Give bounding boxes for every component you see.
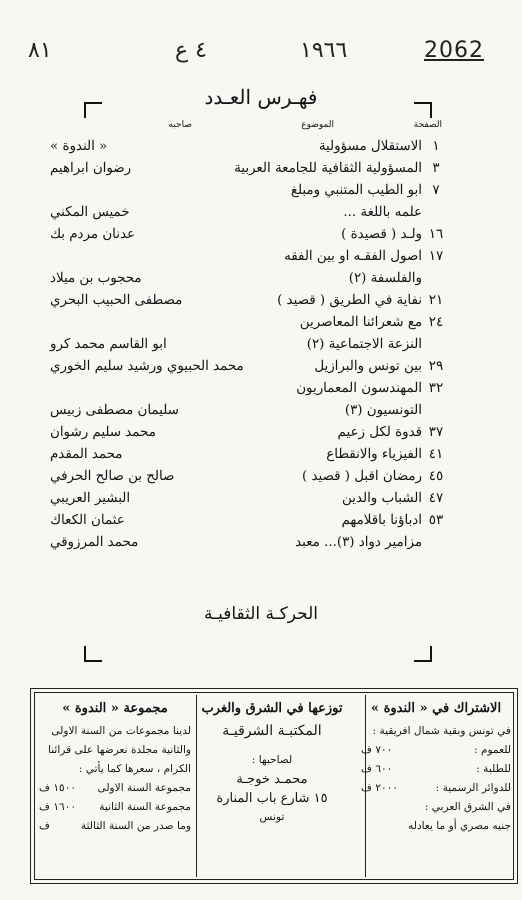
entry-author: ابو القاسم محمد كرو bbox=[50, 337, 167, 352]
section-heading-cultural-movement: الحركـة الثقافيـة bbox=[203, 604, 318, 624]
entry-author: محمد المقدم bbox=[50, 447, 123, 462]
subscription-price-label: للعموم : bbox=[474, 744, 511, 756]
entry-page-number: ١٧ bbox=[428, 249, 444, 264]
index-title: فهـرس العـدد bbox=[204, 85, 318, 109]
entry-author: سليمان مصطفى زبيس bbox=[50, 403, 179, 418]
index-entry bbox=[50, 400, 446, 422]
entry-topic: الاستقلال مسؤولية bbox=[318, 139, 422, 154]
entry-author: خميس المكني bbox=[50, 205, 130, 220]
entry-topic: ادباؤنا باقلامهم bbox=[341, 513, 422, 528]
index-entry bbox=[50, 444, 446, 466]
handwritten-code: ٨١ bbox=[28, 38, 52, 63]
entry-topic: بين تونس والبرازيل bbox=[314, 359, 422, 374]
distributor-name: المكتبـة الشرقيـة bbox=[222, 723, 322, 739]
entry-author: البشير العريبي bbox=[50, 491, 131, 506]
entry-author: صالح بن صالح الحرفي bbox=[50, 469, 175, 484]
subscription-price-value: ٧٠٠ ف bbox=[361, 744, 393, 756]
entry-page-number: ٢١ bbox=[428, 293, 444, 308]
entry-topic: النزعة الاجتماعية (٢) bbox=[306, 337, 422, 352]
entry-topic: قدوة لكل زعيم bbox=[337, 425, 422, 440]
collection-price-value: ف bbox=[39, 820, 50, 832]
collection-text-line: الكرام ، سعرها كما يأتي : bbox=[78, 763, 191, 775]
address: ١٥ شارع باب المنارة bbox=[216, 791, 328, 806]
index-entry bbox=[50, 466, 446, 488]
subscription-prices bbox=[361, 741, 511, 798]
subscription-region-2: في الشرق العربي : bbox=[424, 801, 511, 813]
entry-page-number: ٣٢ bbox=[428, 381, 444, 396]
entry-page-number: ٤٧ bbox=[428, 491, 444, 506]
subscription-price-label: للطلبة : bbox=[476, 763, 511, 775]
collection-price-value: ١٦٠٠ ف bbox=[39, 801, 77, 813]
col-header-page: الصفحة bbox=[413, 120, 442, 130]
entry-topic: اصول الفقـه او بين الفقه bbox=[284, 249, 422, 264]
index-entry bbox=[50, 158, 446, 180]
entry-topic: الفيزياء والانقطاع bbox=[326, 447, 422, 462]
index-column-headers bbox=[82, 120, 442, 134]
subscription-price-label: للدوائر الرسمية : bbox=[435, 782, 511, 794]
handwritten-issue: ٤ ع bbox=[175, 38, 207, 63]
entry-topic: نفاية في الطريق ( قصيد ) bbox=[277, 293, 422, 308]
subscription-price-row bbox=[361, 779, 511, 798]
frame-corner bbox=[414, 102, 432, 118]
index-entry bbox=[50, 510, 446, 532]
collection-text bbox=[39, 722, 191, 779]
subscription-region-2-price: جنيه مصري أو ما يعادله bbox=[408, 820, 511, 832]
index-entry bbox=[50, 224, 446, 246]
collection-text-line: والثانية مجلدة نعرضها على قرائنا bbox=[47, 744, 191, 756]
entry-author: رضوان ابراهيم bbox=[50, 161, 132, 176]
frame-corner bbox=[84, 646, 102, 662]
index-entry bbox=[50, 532, 446, 554]
handwritten-number-2062: 2062 bbox=[424, 38, 484, 63]
collection-title: مجموعة « الندوة » bbox=[62, 701, 168, 716]
subscription-price-row bbox=[361, 741, 511, 760]
index-entry bbox=[50, 488, 446, 510]
entry-topic: الشباب والدين bbox=[342, 491, 422, 506]
entry-author: عثمان الكعاك bbox=[50, 513, 125, 528]
entry-topic: التونسيون (٣) bbox=[344, 403, 422, 418]
entry-author: محجوب بن ميلاد bbox=[50, 271, 142, 286]
entry-topic: والفلسفة (٢) bbox=[348, 271, 422, 286]
handwritten-year: ١٩٦٦ bbox=[300, 38, 348, 63]
col-header-topic: الموضوع bbox=[301, 120, 334, 130]
subscription-price-row bbox=[361, 760, 511, 779]
entry-page-number: ٢٩ bbox=[428, 359, 444, 374]
index-entry bbox=[50, 246, 446, 268]
index-entry bbox=[50, 378, 446, 400]
collection-price-row bbox=[39, 817, 191, 836]
entry-page-number: ٤٥ bbox=[428, 469, 444, 484]
entry-topic: ابو الطيب المتنبي ومبلغ bbox=[290, 183, 422, 198]
index-entry bbox=[50, 180, 446, 202]
subscription-region-1: في تونس وبقية شمال افريقية : bbox=[372, 725, 511, 737]
subscription-price-value: ٢٠٠٠ ف bbox=[361, 782, 399, 794]
entry-author: « الندوة » bbox=[50, 139, 108, 154]
collection-prices bbox=[39, 779, 191, 836]
col-header-author: صاحبه bbox=[168, 120, 192, 130]
collection-price-label: وما صدر من السنة الثالثة bbox=[80, 820, 191, 832]
entry-page-number: ٧ bbox=[432, 183, 440, 198]
index-entry bbox=[50, 290, 446, 312]
index-entry bbox=[50, 268, 446, 290]
entry-page-number: ٥٣ bbox=[428, 513, 444, 528]
index-entry bbox=[50, 422, 446, 444]
entry-topic: ولـد ( قصيدة ) bbox=[341, 227, 422, 242]
distribution-column bbox=[195, 699, 349, 827]
entry-topic: علمه باللغة ... bbox=[343, 205, 422, 220]
entry-author: عدنان مردم بك bbox=[50, 227, 135, 242]
entry-author: محمد الحبيوي ورشيد سليم الخوري bbox=[50, 359, 244, 374]
entry-page-number: ٣٧ bbox=[428, 425, 444, 440]
entry-page-number: ٢٤ bbox=[428, 315, 444, 330]
entry-page-number: ٣ bbox=[432, 161, 440, 176]
entry-topic: المسؤولية الثقافية للجامعة العربية bbox=[234, 161, 422, 176]
collection-price-label: مجموعة السنة الثانية bbox=[99, 801, 191, 813]
owner-name: محمـد خوجـة bbox=[236, 772, 308, 787]
entry-author: مصطفى الحبيب البحري bbox=[50, 293, 183, 308]
index-entry bbox=[50, 202, 446, 224]
distribution-title: توزعها في الشرق والغرب bbox=[201, 701, 343, 716]
city: تونس bbox=[259, 811, 285, 823]
collection-price-label: مجموعة السنة الاولى bbox=[97, 782, 191, 794]
entry-author: محمد المرزوقي bbox=[50, 535, 139, 550]
collection-price-value: ١٥٠٠ ف bbox=[39, 782, 77, 794]
entry-topic: رمضان اقبل ( قصيد ) bbox=[301, 469, 422, 484]
index-entry bbox=[50, 136, 446, 158]
frame-corner bbox=[84, 102, 102, 118]
info-box bbox=[30, 688, 518, 884]
index-entry bbox=[50, 334, 446, 356]
owner-label: لصاحبها : bbox=[251, 754, 293, 766]
collection-text-line: لدينا مجموعات من السنة الاولى bbox=[51, 725, 191, 737]
entry-topic: مزامير دواد (٣)... معبد bbox=[295, 535, 422, 550]
index-list bbox=[50, 136, 446, 554]
index-entry bbox=[50, 356, 446, 378]
index-entry bbox=[50, 312, 446, 334]
entry-page-number: ٤١ bbox=[428, 447, 444, 462]
entry-topic: مع شعرائنا المعاصرين bbox=[299, 315, 422, 330]
collection-column bbox=[39, 699, 191, 836]
subscription-column bbox=[361, 699, 511, 836]
collection-price-row bbox=[39, 779, 191, 798]
entry-page-number: ١٦ bbox=[428, 227, 444, 242]
subscription-title: الاشتراك في « الندوة » bbox=[370, 701, 502, 716]
collection-price-row bbox=[39, 798, 191, 817]
entry-page-number: ١ bbox=[432, 139, 440, 154]
subscription-price-value: ٦٠٠ ف bbox=[361, 763, 393, 775]
frame-corner bbox=[414, 646, 432, 662]
entry-author: محمد سليم رشوان bbox=[50, 425, 156, 440]
entry-topic: المهندسون المعماريون bbox=[296, 381, 422, 396]
